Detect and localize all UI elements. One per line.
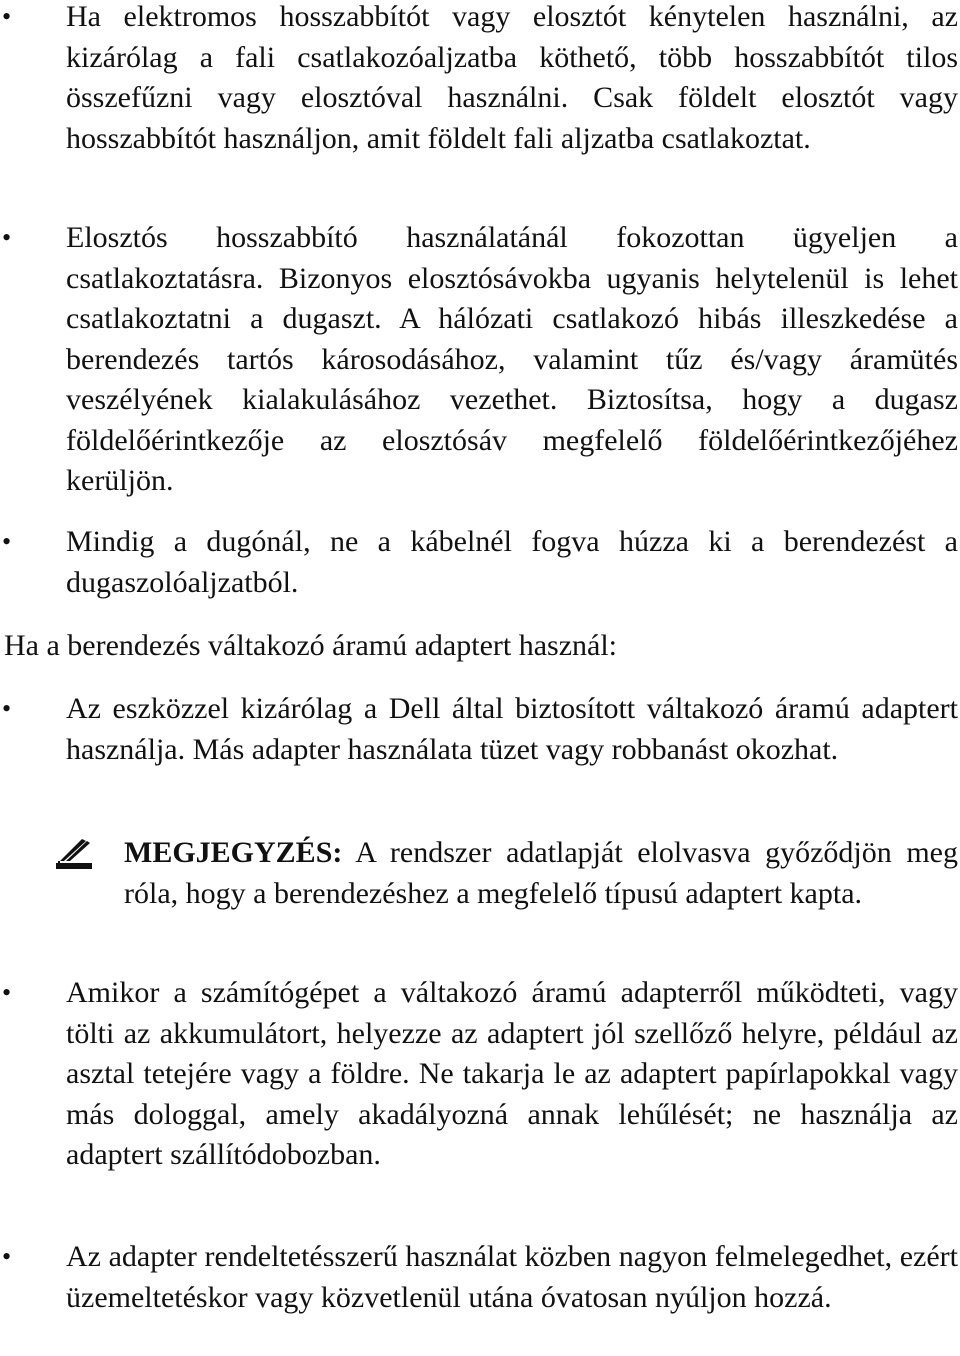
list-item-dell-adapter bbox=[0, 689, 958, 770]
adapter-heading: Ha a berendezés váltakozó áramú adaptert használ: bbox=[4, 629, 618, 662]
list-item-heat bbox=[0, 1237, 958, 1318]
list-item-power-strip bbox=[0, 218, 958, 502]
list-item-text: Az adapter rendeltetésszerű használat közben nagyon felmelegedhet, ezért üzemeltetéskor vagy közvetlenül utána óvatosan nyúljon hozzá. bbox=[66, 1240, 958, 1314]
list-item-text: Az eszközzel kizárólag a Dell által biztosított váltakozó áramú adaptert használja. Más adapter használata tüzet vagy robbanást okozhat. bbox=[66, 692, 958, 766]
list-item-unplug bbox=[0, 522, 958, 603]
list-item-text: Elosztós hosszabbító használatánál fokozottan ügyeljen a csatlakoztatásra. Bizonyos elosztósávokba ugyanis helytelenül is lehet csatlakoztatni a dugaszt. A hálózati csatlakozó hibás illeszkedése a berendezés tartós károsodásához, valamint tűz és/vagy áramütés veszélyének kialakulásához vezethet. Biztosítsa, hogy a dugasz földelőérintkezője az elosztósáv megfelelő földelőérintkezőjéhez kerüljön. bbox=[66, 221, 958, 497]
bullet-marker: • bbox=[2, 694, 12, 723]
bullet-marker: • bbox=[2, 978, 12, 1007]
bullet-marker: • bbox=[2, 223, 12, 252]
note-pencil-icon bbox=[56, 839, 92, 869]
bullet-marker: • bbox=[2, 2, 12, 31]
note-block bbox=[0, 833, 958, 914]
note-text: A rendszer adatlapját elolvasva győződjön meg róla, hogy a berendezéshez a megfelelő típusú adaptert kapta. bbox=[124, 836, 958, 910]
list-item-text: Amikor a számítógépet a váltakozó áramú adapterről működteti, vagy tölti az akkumulátort, helyezze az adaptert jól szellőző helyre, például az asztal tetejére vagy a földre. Ne takarja le az adaptert papírlapokkal vagy más dologgal, amely akadályozná annak lehűlését; ne használja az adaptert szállítódobozban. bbox=[66, 976, 958, 1171]
list-item-extension-cord bbox=[0, 0, 958, 159]
list-item-text: Mindig a dugónál, ne a kábelnél fogva húzza ki a berendezést a dugaszolóaljzatból. bbox=[66, 525, 958, 599]
note-label: MEGJEGYZÉS: bbox=[124, 836, 343, 869]
list-item-ventilation bbox=[0, 973, 958, 1176]
bullet-marker: • bbox=[2, 527, 12, 556]
bullet-marker: • bbox=[2, 1242, 12, 1271]
list-item-text: Ha elektromos hosszabbítót vagy elosztót kénytelen használni, az kizárólag a fali csatlakozóaljzatba köthető, több hosszabbítót tilos összefűzni vagy elosztóval használni. Csak földelt elosztót vagy hosszabbítót használjon, amit földelt fali aljzatba csatlakoztat. bbox=[66, 0, 958, 155]
